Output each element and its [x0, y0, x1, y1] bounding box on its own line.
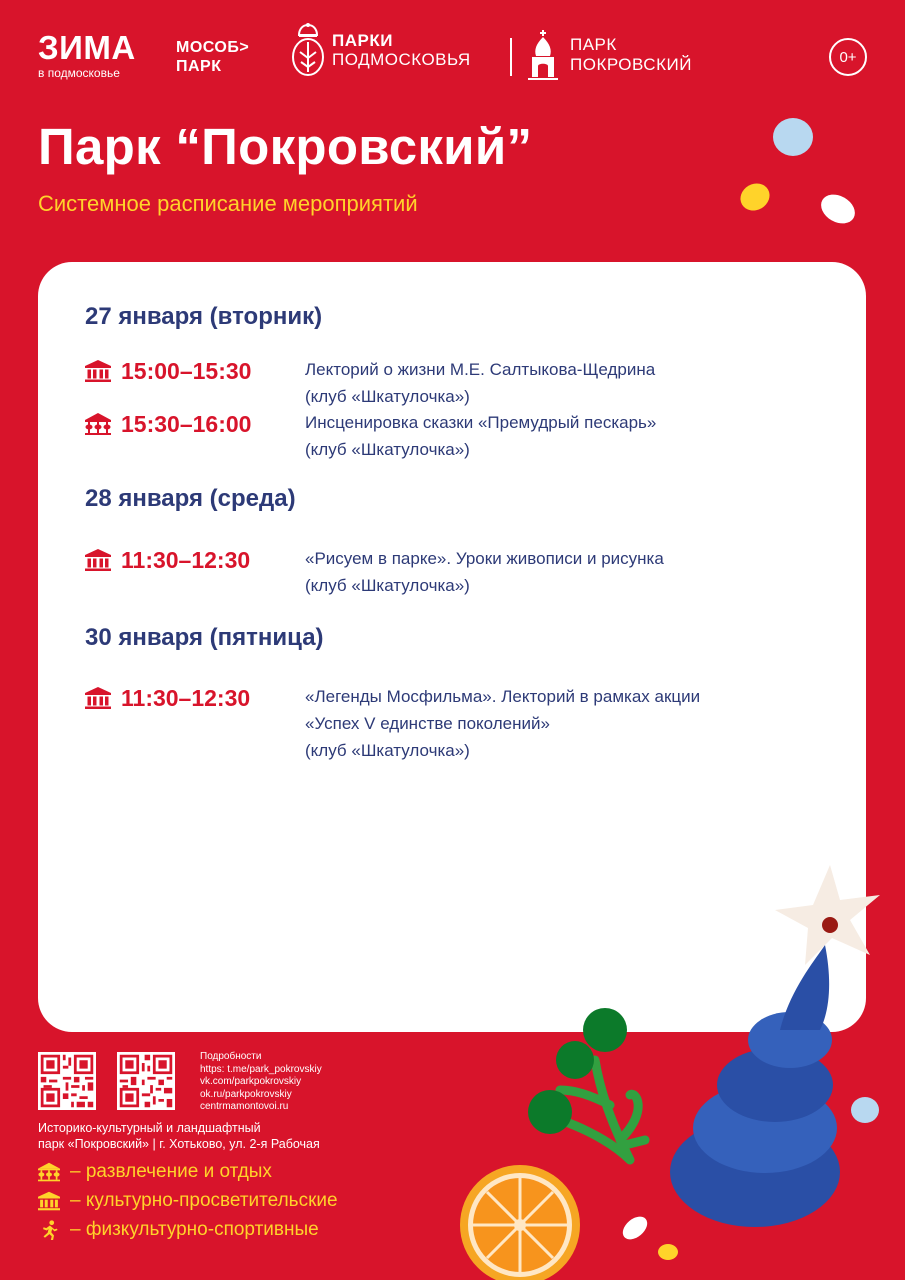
age-rating-badge: 0+: [829, 38, 867, 76]
berry-branch-icon: [528, 1008, 645, 1160]
legend-item-entertainment: [38, 1160, 272, 1184]
pinecone-hat-icon: [290, 22, 326, 78]
ok-link[interactable]: ok.ru/parkpokrovskiy: [200, 1088, 292, 1100]
event-time: 15:00–15:30: [121, 358, 252, 384]
event-description-line: (клуб «Шкатулочка»): [305, 576, 470, 595]
pokr-logo-line2: ПОКРОВСКИЙ: [570, 55, 692, 74]
decor-yellow-dot: [736, 178, 775, 216]
mosobpark-logo-line1: МОСОБ>: [176, 39, 250, 56]
museum-icon: [85, 360, 111, 382]
day-heading: 30 января (пятница): [85, 624, 324, 651]
address-line: Историко-культурный и ландшафтный: [38, 1121, 261, 1135]
event-time: 11:30–12:30: [121, 547, 251, 573]
parki-logo-line2: ПОДМОСКОВЬЯ: [332, 50, 471, 69]
park-pokrovskiy-logo: [526, 30, 692, 80]
event-time: 11:30–12:30: [121, 685, 251, 711]
vk-link[interactable]: vk.com/parkpokrovskiy: [200, 1076, 302, 1087]
qr-code[interactable]: [117, 1052, 175, 1110]
event-description-line: (клуб «Шкатулочка»): [305, 387, 470, 406]
telegram-link[interactable]: https: t.me/park_pokrovskiy: [200, 1063, 322, 1075]
event-description-line: (клуб «Шкатулочка»): [305, 741, 470, 760]
legend-text: – культурно-просветительские: [70, 1190, 338, 1211]
address-line: парк «Покровский» | г. Хотьково, ул. 2-я Рабочая: [38, 1137, 320, 1151]
carousel-icon: [85, 413, 111, 435]
mosobpark-logo: [176, 38, 249, 76]
legend-text: – развлечение и отдых: [70, 1161, 272, 1182]
museum-icon: [38, 1191, 60, 1211]
event-row: [85, 683, 845, 771]
event-row: [85, 409, 845, 469]
museum-icon: [85, 549, 111, 571]
day-heading: 28 января (среда): [85, 485, 296, 512]
page-subtitle: Системное расписание мероприятий: [38, 191, 418, 216]
event-description-line: «Успех V единстве поколений»: [305, 714, 550, 733]
event-description-line: «Рисуем в парке». Уроки живописи и рисунка: [305, 549, 664, 568]
event-description-line: Лекторий о жизни М.Е. Салтыкова-Щедрина: [305, 360, 656, 379]
pokr-logo-line1: ПАРК: [570, 35, 617, 54]
museum-icon: [85, 687, 111, 709]
event-description: [305, 409, 656, 463]
blue-tree-icon: [670, 945, 840, 1227]
event-row: [85, 356, 845, 416]
carousel-icon: [38, 1162, 60, 1182]
links-heading: Подробности: [200, 1051, 262, 1062]
decor-illustration: [420, 860, 905, 1280]
event-description-line: Инсценировка сказки «Премудрый пескарь»: [305, 413, 657, 432]
zima-logo: [38, 29, 136, 80]
event-description: [305, 356, 655, 410]
logo-divider: [510, 38, 512, 76]
event-description-line: (клуб «Шкатулочка»): [305, 440, 470, 459]
church-icon: [526, 30, 560, 80]
event-description-line: «Легенды Мосфильма». Лекторий в рамках акции: [305, 687, 701, 706]
event-description: [305, 545, 664, 599]
footer-links: [200, 1051, 322, 1114]
legend-item-sport: [38, 1218, 319, 1242]
day-heading: 27 января (вторник): [85, 303, 323, 330]
event-description: [305, 683, 700, 764]
mosobpark-logo-line2: ПАРК: [176, 58, 222, 75]
website-link[interactable]: centrmamontovoi.ru: [200, 1101, 289, 1112]
zima-logo-title: ЗИМА: [38, 29, 136, 66]
parki-logo-line1: ПАРКИ: [332, 31, 393, 50]
legend-item-cultural: [38, 1189, 338, 1213]
event-time: 15:30–16:00: [121, 411, 252, 437]
orange-slice-icon: [460, 1165, 580, 1280]
runner-icon: [38, 1220, 60, 1240]
decor-white-dot: [816, 189, 860, 230]
parki-podmoskovya-logo: [290, 22, 471, 78]
star-icon: [775, 865, 880, 965]
legend-text: – физкультурно-спортивные: [70, 1219, 319, 1240]
event-row: [85, 545, 845, 605]
page-title: Парк “Покровский”: [38, 118, 533, 175]
zima-logo-subtitle: в подмосковье: [38, 66, 120, 80]
qr-code[interactable]: [38, 1052, 96, 1110]
decor-blue-dot: [773, 118, 813, 156]
park-address: [38, 1120, 320, 1152]
